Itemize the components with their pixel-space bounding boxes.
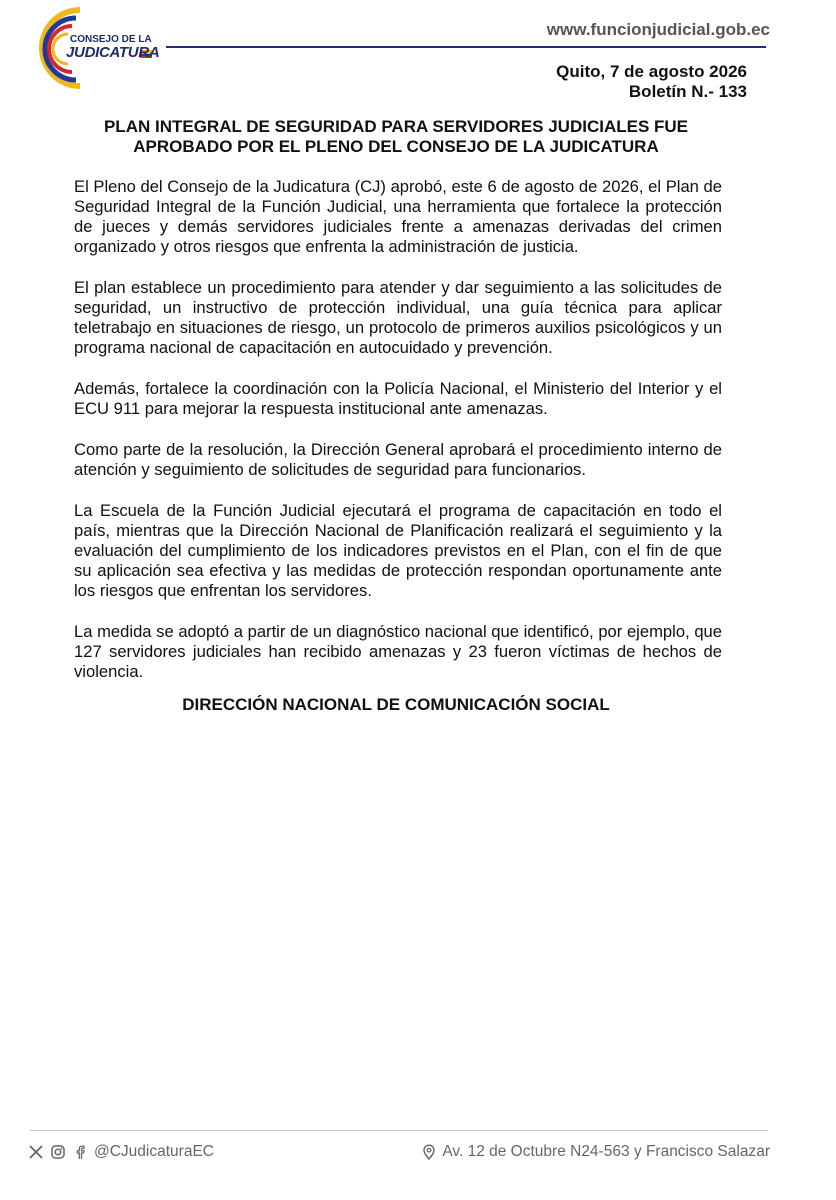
facebook-icon[interactable] <box>72 1144 88 1160</box>
bulletin-number: Boletín N.- 133 <box>628 82 747 101</box>
logo-text-main: JUDICATURA <box>66 44 160 61</box>
press-release-title <box>70 117 722 157</box>
footer-divider <box>30 1130 768 1131</box>
footer-social <box>28 1143 214 1161</box>
location-pin-icon <box>421 1144 437 1160</box>
social-handle[interactable]: @CJudicaturaEC <box>94 1143 214 1160</box>
place-date: Quito, 7 de agosto 2026 <box>556 62 747 81</box>
body-paragraph: El plan establece un procedimiento para atender y dar seguimiento a las solicitudes de seguridad, un instructivo de protección individual, una guía técnica para aplicar teletrabajo en situaciones de riesgo, un protocolo de primeros auxilios psicológicos y un programa nacional de capacitación en autocuidado y prevención. <box>74 278 722 357</box>
body-paragraph: Además, fortalece la coordinación con la Policía Nacional, el Ministerio del Interior y el ECU 911 para mejorar la respuesta institucional ante amenazas. <box>74 379 722 418</box>
body-paragraph: El Pleno del Consejo de la Judicatura (CJ) aprobó, este 6 de agosto de 2026, el Plan de Seguridad Integral de la Función Judicial, una herramienta que fortalece la protección de jueces y demás servidores judiciales frente a amenazas derivadas del crimen organizado y otros riesgos que enfrenta la administración de justicia. <box>74 177 722 256</box>
address-text: Av. 12 de Octubre N24-563 y Francisco Salazar <box>442 1143 770 1160</box>
consejo-judicatura-logo <box>18 4 158 90</box>
signature-department: DIRECCIÓN NACIONAL DE COMUNICACIÓN SOCIAL <box>182 695 610 714</box>
logo-text-top: CONSEJO DE LA <box>70 34 152 45</box>
header-divider <box>166 46 766 48</box>
dateline <box>556 62 747 102</box>
instagram-icon[interactable] <box>50 1144 66 1160</box>
body-paragraph: Como parte de la resolución, la Dirección General aprobará el procedimiento interno de atención y seguimiento de solicitudes de seguridad para funcionarios. <box>74 440 722 479</box>
title-line-2: APROBADO POR EL PLENO DEL CONSEJO DE LA JUDICATURA <box>133 137 659 156</box>
body-paragraph: La medida se adoptó a partir de un diagnóstico nacional que identificó, por ejemplo, que 127 servidores judiciales han recibido amenazas y 23 fueron víctimas de hechos de violencia. <box>74 622 722 681</box>
press-release-body <box>74 177 722 703</box>
x-icon[interactable] <box>28 1144 44 1160</box>
body-paragraph: La Escuela de la Función Judicial ejecutará el programa de capacitación en todo el país, mientras que la Dirección Nacional de Planificación realizará el seguimiento y la evaluación del cumplimiento de los indicadores previstos en el Plan, con el fin de que su aplicación sea efectiva y las medidas de protección respondan oportunamente ante los riesgos que enfrentan los servidores. <box>74 501 722 600</box>
website-url[interactable]: www.funcionjudicial.gob.ec <box>546 20 770 39</box>
title-line-1: PLAN INTEGRAL DE SEGURIDAD PARA SERVIDORES JUDICIALES FUE <box>103 117 689 136</box>
footer-address <box>421 1143 770 1161</box>
